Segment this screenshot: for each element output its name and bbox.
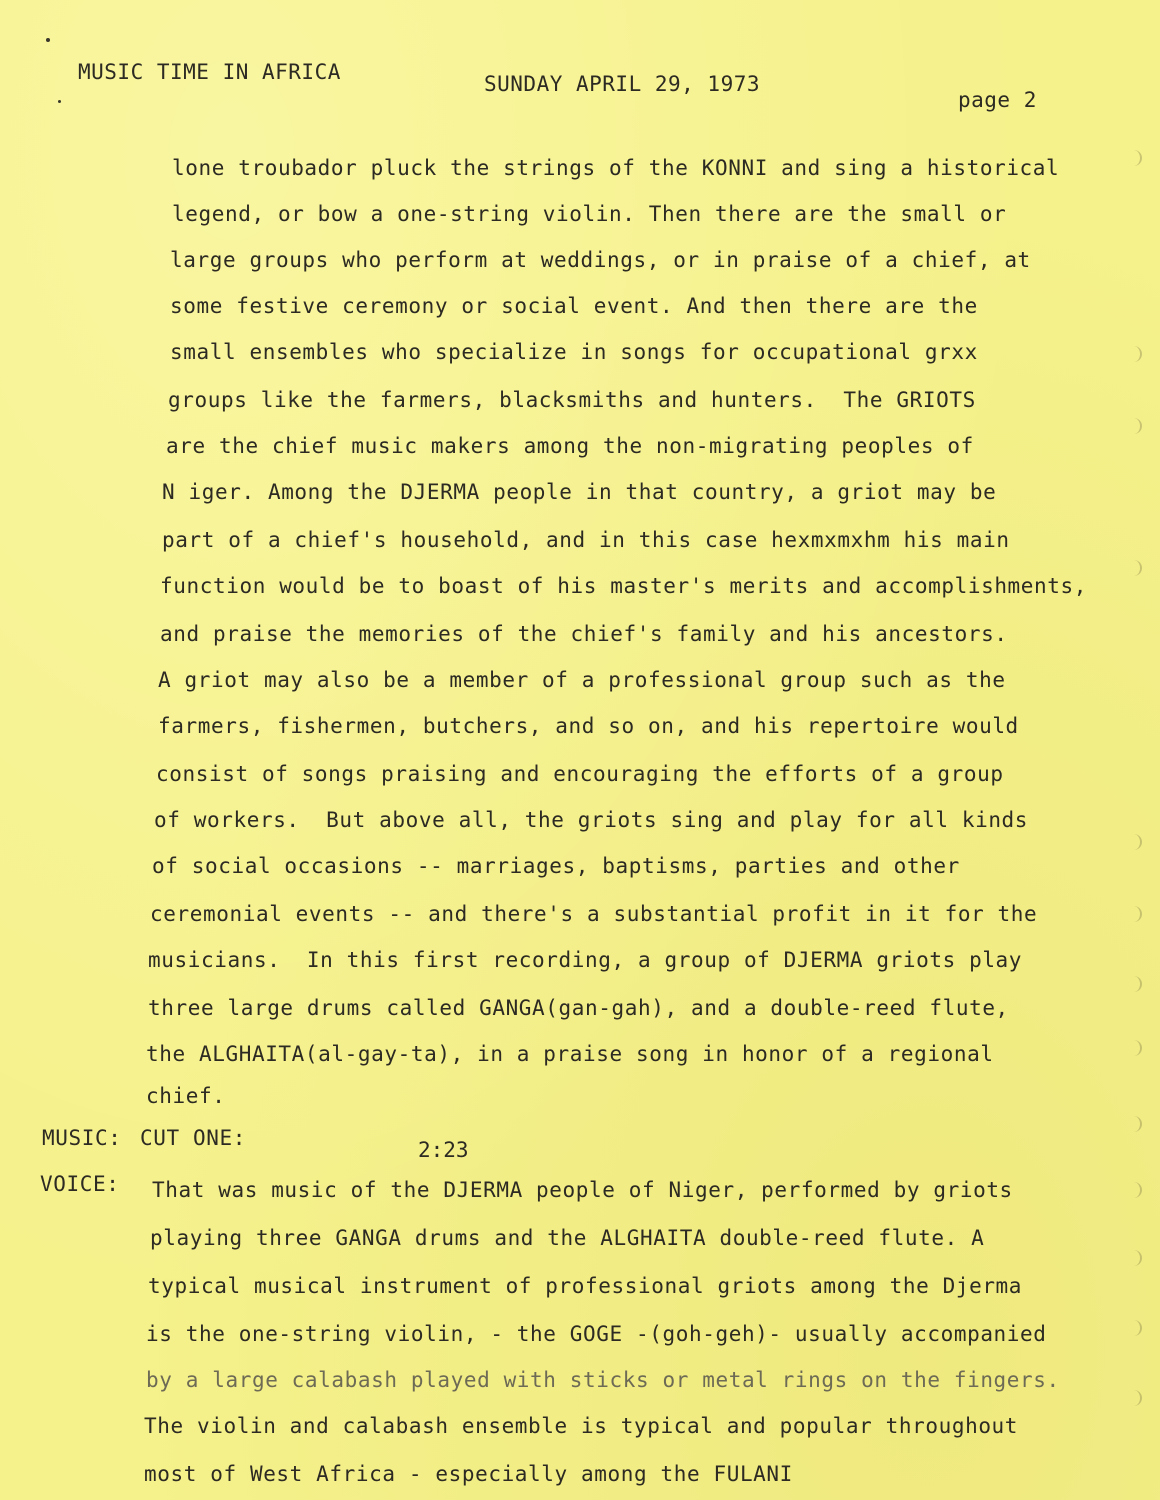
voice-label: VOICE: <box>40 1172 120 1196</box>
margin-mark <box>1128 346 1142 362</box>
voice-line: playing three GANGA drums and the ALGHAITA double-reed flute. A <box>150 1226 985 1250</box>
music-cue-text: CUT ONE: <box>140 1126 246 1150</box>
script-line: ceremonial events -- and there's a substantial profit in it for the <box>150 902 1038 926</box>
voice-line: typical musical instrument of professional griots among the Djerma <box>148 1274 1023 1298</box>
script-line: groups like the farmers, blacksmiths and hunters. The GRIOTS <box>168 388 976 412</box>
ink-speck <box>46 38 50 42</box>
program-title: MUSIC TIME IN AFRICA <box>78 60 341 84</box>
script-line: N iger. Among the DJERMA people in that country, a griot may be <box>162 480 997 504</box>
page-number: page 2 <box>958 88 1037 112</box>
margin-mark <box>1128 1116 1142 1132</box>
script-line: chief. <box>146 1084 226 1108</box>
margin-mark <box>1128 418 1142 434</box>
margin-mark <box>1128 834 1142 850</box>
page-header <box>0 60 1160 110</box>
margin-mark <box>1128 976 1142 992</box>
voice-line: by a large calabash played with sticks or metal rings on the fingers. <box>146 1368 1060 1392</box>
music-cue-label: MUSIC: <box>42 1126 122 1150</box>
script-line: of social occasions -- marriages, baptisms, parties and other <box>152 854 960 878</box>
margin-mark <box>1128 150 1142 166</box>
script-line: of workers. But above all, the griots sing and play for all kinds <box>154 808 1029 832</box>
script-line: part of a chief's household, and in this case hexmxmxhm his main <box>162 528 1010 552</box>
voice-line: is the one-string violin, - the GOGE -(goh-geh)- usually accompanied <box>146 1322 1047 1346</box>
script-line: musicians. In this first recording, a group of DJERMA griots play <box>148 948 1023 972</box>
margin-mark <box>1128 560 1142 576</box>
script-line: some festive ceremony or social event. And then there are the <box>170 294 978 318</box>
script-line: three large drums called GANGA(gan-gah), and a double-reed flute, <box>148 996 1009 1020</box>
voice-line: That was music of the DJERMA people of Niger, performed by griots <box>152 1178 1013 1202</box>
margin-mark <box>1128 1182 1142 1198</box>
script-line: the ALGHAITA(al-gay-ta), in a praise song in honor of a regional <box>146 1042 994 1066</box>
script-line: legend, or bow a one-string violin. Then there are the small or <box>172 202 1007 226</box>
script-line: small ensembles who specialize in songs for occupational grxx <box>170 340 978 364</box>
script-line: function would be to boast of his master's merits and accomplishments, <box>160 574 1088 598</box>
script-line: and praise the memories of the chief's family and his ancestors. <box>160 622 1008 646</box>
script-line: lone troubador pluck the strings of the KONNI and sing a historical <box>172 156 1060 180</box>
broadcast-date: SUNDAY APRIL 29, 1973 <box>484 72 761 96</box>
script-line: A griot may also be a member of a professional group such as the <box>158 668 1006 692</box>
script-line: large groups who perform at weddings, or in praise of a chief, at <box>170 248 1031 272</box>
margin-mark <box>1128 1390 1142 1406</box>
margin-mark <box>1128 1320 1142 1336</box>
margin-mark <box>1128 1040 1142 1056</box>
script-line: farmers, fishermen, butchers, and so on, and his repertoire would <box>158 714 1019 738</box>
margin-mark <box>1128 906 1142 922</box>
script-line: are the chief music makers among the non-migrating peoples of <box>166 434 974 458</box>
voice-line: most of West Africa - especially among the FULANI <box>144 1462 793 1486</box>
music-cue-duration: 2:23 <box>418 1138 469 1162</box>
script-line: consist of songs praising and encouraging the efforts of a group <box>156 762 1004 786</box>
margin-mark <box>1128 1250 1142 1266</box>
voice-line: The violin and calabash ensemble is typical and popular throughout <box>144 1414 1019 1438</box>
